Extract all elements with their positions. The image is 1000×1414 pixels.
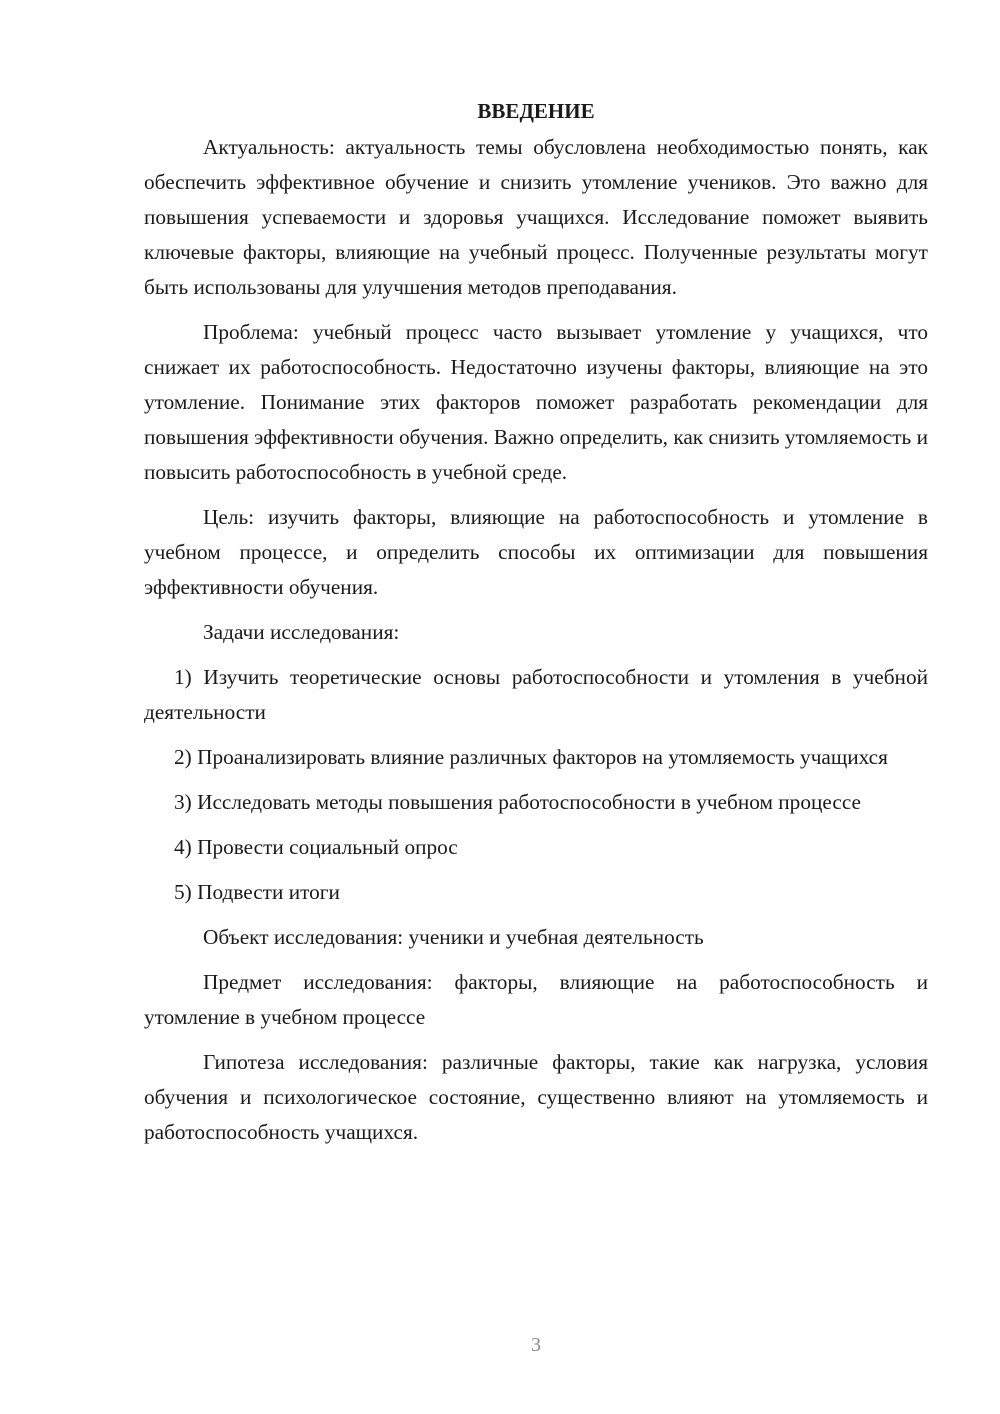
paragraph-object: Объект исследования: ученики и учебная деятельность [203,925,704,949]
tasks-heading: Задачи исследования: [203,620,400,644]
task-item-2: 2) Проанализировать влияние различных факторов на утомляемость учащихся [174,745,888,769]
page-number: 3 [531,1334,541,1356]
paragraph-problem: Проблема: учебный процесс часто вызывает утомление у учащихся, что снижает их работоспособность. Недостаточно изучены факторы, влияющие на это утомление. Понимание этих факторов поможет разработать рекомендации для повышения эффективности обучения. Важно определить, как снизить утомляемость и повысить работоспособность в учебной среде. [144,320,928,484]
document-page [144,96,928,1160]
paragraph-hypothesis: Гипотеза исследования: различные факторы, такие как нагрузка, условия обучения и психологическое состояние, существенно влияют на утомляемость и работоспособность учащихся. [144,1050,928,1144]
paragraph-subject: Предмет исследования: факторы, влияющие на работоспособность и утомление в учебном процессе [144,970,928,1029]
paragraph-relevance: Актуальность: актуальность темы обусловлена необходимостью понять, как обеспечить эффективное обучение и снизить утомление учеников. Это важно для повышения успеваемости и здоровья учащихся. Исследование поможет выявить ключевые факторы, влияющие на учебный процесс. Полученные результаты могут быть использованы для улучшения методов преподавания. [144,135,928,299]
task-item-3: 3) Исследовать методы повышения работоспособности в учебном процессе [174,790,861,814]
paragraph-goal: Цель: изучить факторы, влияющие на работоспособность и утомление в учебном процессе, и определить способы их оптимизации для повышения эффективности обучения. [144,505,928,599]
task-item-4: 4) Провести социальный опрос [174,835,458,859]
task-item-1: 1) Изучить теоретические основы работоспособности и утомления в учебной деятельности [144,665,928,724]
task-item-5: 5) Подвести итоги [174,880,340,904]
section-title: ВВЕДЕНИЕ [477,99,595,123]
